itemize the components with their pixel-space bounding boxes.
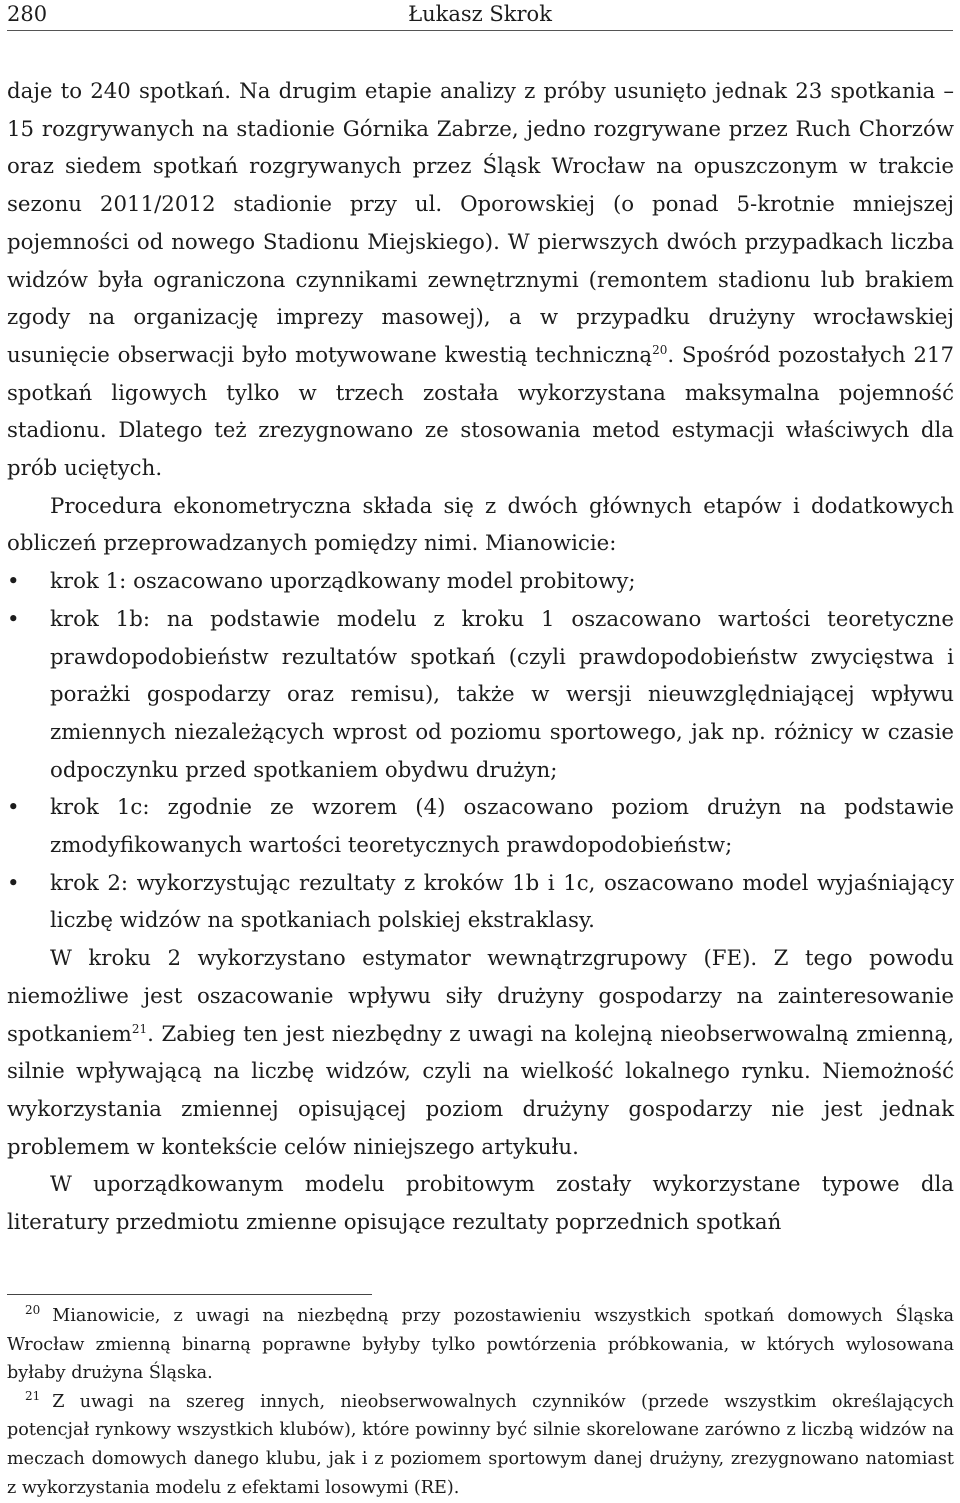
footnote-text: Z uwagi na szereg innych, nieobserwowalnych czynników (przede wszystkim określających potencjał rynkowy wszystkich klubów), które powinny być silnie skorelowane zarówno z liczbą widzów na meczach domowych danego klubu, jak i z poziomem sportowym danej drużyny, zrezygnowano natomiast z wykorzystania modelu z efektami losowymi (RE). <box>7 1391 954 1498</box>
list-item <box>7 865 954 940</box>
footnote-divider <box>7 1294 372 1295</box>
footnote-text: Mianowicie, z uwagi na niezbędną przy pozostawieniu wszystkich spotkań domowych Śląska Wrocław zmienną binarną poprawne byłyby tylko powtórzenia próbkowania, w których wylosowana byłaby drużyna Śląska. <box>7 1306 954 1384</box>
paragraph-3 <box>7 940 954 1166</box>
page-number: 280 <box>7 2 48 26</box>
footnotes <box>7 1302 954 1502</box>
running-title: Łukasz Skrok <box>408 2 552 26</box>
list-item <box>7 789 954 864</box>
footnote-21 <box>7 1388 954 1502</box>
main-text <box>7 73 954 1242</box>
footnote-number: 20 <box>25 1303 41 1317</box>
paragraph-3-text-a: W kroku 2 wykorzystano estymator wewnątrzgrupowy (FE). Z tego powodu niemożliwe jest oszacowanie wpływu siły drużyny gospodarzy na zainteresowanie spotkaniem <box>7 946 954 1047</box>
bullet-icon: • <box>7 569 20 595</box>
paragraph-1 <box>7 73 954 488</box>
footnote-ref-20[interactable]: 20 <box>652 342 668 357</box>
paragraph-4: W uporządkowanym modelu probitowym zostały wykorzystane typowe dla literatury przedmiotu zmienne opisujące rezultaty poprzednich spotkań <box>7 1172 954 1236</box>
list-item-text: krok 1c: zgodnie ze wzorem (4) oszacowano poziom drużyn na podstawie zmodyfikowanych wartości teoretycznych prawdopodobieństw; <box>50 795 954 859</box>
paragraph-3-text-b: . Zabieg ten jest niezbędny z uwagi na kolejną nieobserwowalną zmienną, silnie wpływającą na liczbę widzów, czyli na wielkość lokalnego rynku. Niemożność wykorzystania zmiennej opisującej poziom drużyny gospodarzy nie jest jednak problemem w kontekście celów niniejszego artykułu. <box>7 1021 954 1160</box>
paragraph-1-text-a: daje to 240 spotkań. Na drugim etapie analizy z próby usunięto jednak 23 spotkania – 15 rozgrywanych na stadionie Górnika Zabrze, jedno rozgrywane przez Ruch Chorzów oraz siedem spotkań rozgrywanych przez Śląsk Wrocław na opuszczonym w trakcie sezonu 2011/2012 stadionie przy ul. Oporowskiej (o ponad 5-krotnie mniejszej pojemności od nowego Stadionu Miejskiego). W pierwszych dwóch przypadkach liczba widzów była ograniczona czynnikami zewnętrznymi (remontem stadionu lub brakiem zgody na organizację imprezy masowej), a w przypadku drużyny wrocławskiej usunięcie obserwacji było motywowane kwestią techniczną <box>7 79 954 368</box>
paragraph-1-text-b: . Spośród pozostałych 217 spotkań ligowych tylko w trzech została wykorzystana maksymalna pojemność stadionu. Dlatego też zrezygnowano ze stosowania metod estymacji właściwych dla prób uciętych. <box>7 342 954 482</box>
bullet-list <box>7 563 954 940</box>
list-item-text: krok 1b: na podstawie modelu z kroku 1 oszacowano wartości teoretyczne prawdopodobieństw rezultatów spotkań (czyli prawdopodobieństw zwycięstwa i porażki gospodarzy oraz remisu), także w wersji nieuwzględniającej wpływu zmiennych niezależących wprost od poziomu sportowego, jak np. różnicy w czasie odpoczynku przed spotkaniem obydwu drużyn; <box>50 606 954 783</box>
bullet-icon: • <box>7 870 20 896</box>
page-header <box>7 0 953 31</box>
footnote-number: 21 <box>25 1388 41 1403</box>
list-item-text: krok 2: wykorzystując rezultaty z kroków 1b i 1c, oszacowano model wyjaśniający liczbę widzów na spotkaniach polskiej ekstraklasy. <box>50 870 954 934</box>
bullet-icon: • <box>7 606 20 632</box>
footnote-ref-21[interactable]: 21 <box>131 1021 148 1036</box>
footnote-20 <box>7 1302 954 1388</box>
list-item <box>7 601 954 790</box>
bullet-icon: • <box>7 795 20 821</box>
list-item-text: krok 1: oszacowano uporządkowany model probitowy; <box>50 569 636 595</box>
list-item <box>7 563 954 601</box>
paragraph-2: Procedura ekonometryczna składa się z dwóch głównych etapów i dodatkowych obliczeń przeprowadzanych pomiędzy nimi. Mianowicie: <box>7 493 954 557</box>
